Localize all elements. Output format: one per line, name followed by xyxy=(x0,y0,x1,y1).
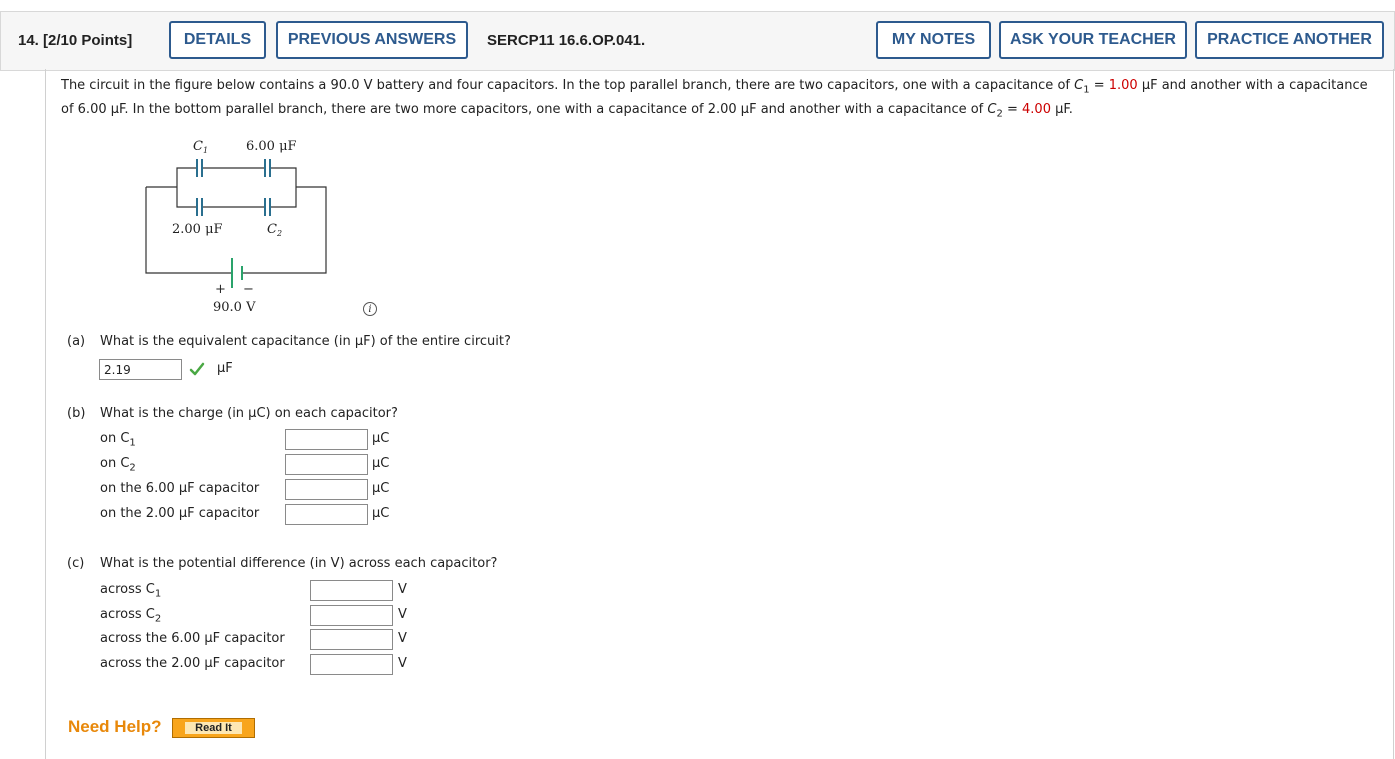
voltage-6uf-input[interactable] xyxy=(310,629,393,650)
part-b-row-label: on $C_1$ xyxy=(100,431,136,449)
problem-statement: The circuit in the figure below contains a 90.0 V battery and four capacitors. In the top parallel branch, there are two capacitors, one with a capacitance of $C_1 = 1.00$ μF and another with a capacitance of 6.00 μF. In the bottom parallel branch, there are two more capacitors, one with a capacitance of 2.00 μF and another with a capacitance of $C_2 = 4.00$ μF. xyxy=(61,78,1368,120)
part-c-row-label: across $C_1$ xyxy=(100,582,162,600)
part-c-unit: V xyxy=(398,631,407,646)
previous-answers-button[interactable]: PREVIOUS ANSWERS xyxy=(276,21,468,59)
read-it-button[interactable]: Read It xyxy=(172,718,255,738)
battery-plus-label: + xyxy=(215,282,226,297)
label-2uf: 2.00 μF xyxy=(172,222,223,237)
label-6uf: 6.00 μF xyxy=(246,139,297,154)
bottom-branch-wire xyxy=(177,187,197,207)
circuit-diagram xyxy=(130,130,390,325)
part-c-unit: V xyxy=(398,656,407,671)
label-c1: $C_1$ xyxy=(193,139,209,155)
part-a-answer-input[interactable] xyxy=(99,359,182,380)
charge-c1-input[interactable] xyxy=(285,429,368,450)
battery-minus-label: − xyxy=(243,282,254,297)
circuit-wire-right xyxy=(242,187,326,273)
part-c-question: What is the potential difference (in V) across each capacitor? xyxy=(100,556,498,571)
charge-6uf-input[interactable] xyxy=(285,479,368,500)
part-b-unit: μC xyxy=(372,456,390,471)
part-b-question: What is the charge (in μC) on each capacitor? xyxy=(100,406,398,421)
part-c-unit: V xyxy=(398,607,407,622)
ask-your-teacher-button[interactable]: ASK YOUR TEACHER xyxy=(999,21,1187,59)
need-help-label: Need Help? xyxy=(68,717,162,736)
part-b-row-label: on $C_2$ xyxy=(100,456,136,474)
voltage-c1-input[interactable] xyxy=(310,580,393,601)
part-b-unit: μC xyxy=(372,506,390,521)
charge-2uf-input[interactable] xyxy=(285,504,368,525)
part-c-row-label: across the 2.00 μF capacitor xyxy=(100,656,285,671)
question-number: 14. [2/10 Points] xyxy=(18,32,133,49)
battery-voltage-label: 90.0 V xyxy=(213,300,256,315)
part-c-label: (c) xyxy=(67,556,85,571)
part-a-label: (a) xyxy=(67,334,86,349)
correct-checkmark-icon xyxy=(189,362,205,376)
part-a-unit: μF xyxy=(217,361,233,376)
part-b-unit: μC xyxy=(372,481,390,496)
practice-another-button[interactable]: PRACTICE ANOTHER xyxy=(1195,21,1384,59)
part-c-unit: V xyxy=(398,582,407,597)
c1-given-value: 1.00 xyxy=(1108,78,1138,93)
voltage-c2-input[interactable] xyxy=(310,605,393,626)
part-a-question: What is the equivalent capacitance (in μF) of the entire circuit? xyxy=(100,334,511,349)
question-header-bar xyxy=(0,11,1395,71)
c2-given-value: 4.00 xyxy=(1022,101,1051,117)
voltage-2uf-input[interactable] xyxy=(310,654,393,675)
my-notes-button[interactable]: MY NOTES xyxy=(876,21,991,59)
part-c-row-label: across the 6.00 μF capacitor xyxy=(100,631,285,646)
details-button[interactable]: DETAILS xyxy=(169,21,266,59)
part-c-row-label: across $C_2$ xyxy=(100,607,162,625)
part-b-row-label: on the 2.00 μF capacitor xyxy=(100,506,260,521)
part-b-label: (b) xyxy=(67,406,86,421)
problem-id: SERCP11 16.6.OP.041. xyxy=(487,32,646,49)
charge-c2-input[interactable] xyxy=(285,454,368,475)
part-b-unit: μC xyxy=(372,431,390,446)
label-c2: $C_2$ xyxy=(267,222,283,238)
part-b-row-label: on the 6.00 μF capacitor xyxy=(100,481,260,496)
info-icon[interactable]: i xyxy=(363,302,377,316)
top-branch-wire xyxy=(177,168,197,187)
